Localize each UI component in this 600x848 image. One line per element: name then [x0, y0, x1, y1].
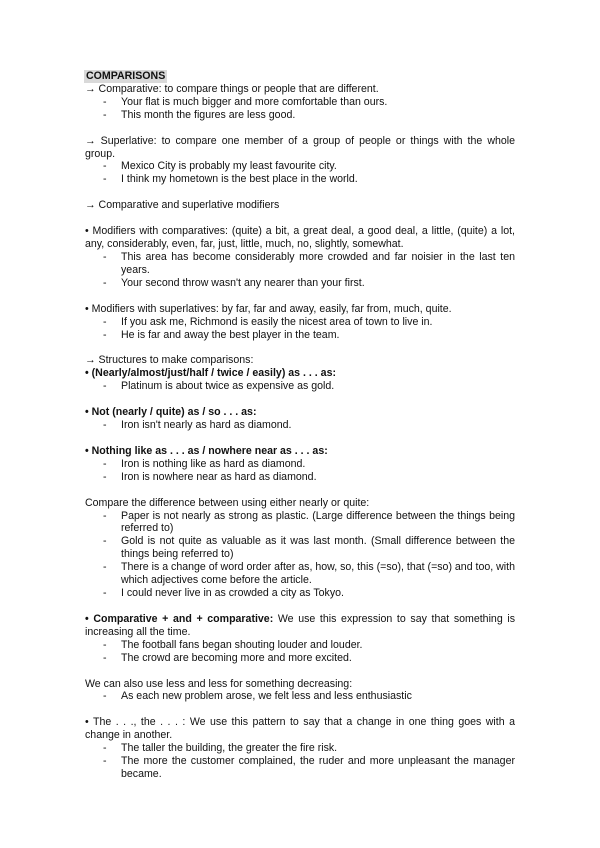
- comparative-and-comparative-text: We use this expression to say that something is increasing all the time.: [85, 612, 515, 638]
- the-the-heading: • The . . ., the . . . : We use this pattern to say that a change in one thing goes with a change in another.: [85, 716, 515, 742]
- structure-as-as-examples: [85, 380, 515, 393]
- list-item: - As each new problem arose, we felt less and less enthusiastic: [85, 690, 515, 703]
- list-item: - Mexico City is probably my least favourite city.: [85, 160, 515, 173]
- comparative-heading: → Comparative: to compare things or people that are different.: [85, 82, 379, 95]
- comparative-modifiers-heading: • Modifiers with comparatives: (quite) a bit, a great deal, a good deal, a little, (quite) a lot, any, considerably, even, far, just, little, much, no, slightly, somewhat.: [85, 225, 515, 251]
- comparative-and-comparative-paragraph: [85, 613, 515, 639]
- nearly-quite-examples: [85, 510, 515, 600]
- list-item: - Your second throw wasn't any nearer than your first.: [85, 277, 515, 290]
- structure-not-as-examples: [85, 419, 515, 432]
- nearly-quite-heading: Compare the difference between using either nearly or quite:: [85, 496, 370, 509]
- document-page: [85, 70, 515, 781]
- list-item: - There is a change of word order after as, how, so, this (=so), that (=so) and too, with which adjectives come before the article.: [85, 561, 515, 587]
- list-item: - I could never live in as crowded a city as Tokyo.: [85, 587, 515, 600]
- list-item: - Paper is not nearly as strong as plastic. (Large difference between the things being referred to): [85, 510, 515, 536]
- superlative-heading: → Superlative: to compare one member of a group of people or things with the whole group.: [85, 134, 515, 160]
- list-item: - The football fans began shouting louder and louder.: [85, 639, 515, 652]
- list-item: - Your flat is much bigger and more comfortable than ours.: [85, 96, 515, 109]
- list-item: - Iron isn't nearly as hard as diamond.: [85, 419, 515, 432]
- the-the-examples: [85, 742, 515, 781]
- less-and-less-examples: [85, 690, 515, 703]
- comparative-and-comparative-heading: • Comparative + and + comparative:: [85, 612, 274, 625]
- structure-as-as-heading: • (Nearly/almost/just/half / twice / easily) as . . . as:: [85, 367, 336, 380]
- list-item: - The more the customer complained, the ruder and more unpleasant the manager became.: [85, 755, 515, 781]
- list-item: - He is far and away the best player in the team.: [85, 329, 515, 342]
- comparative-modifiers-examples: [85, 251, 515, 290]
- list-item: - I think my hometown is the best place in the world.: [85, 173, 515, 186]
- document-title: COMPARISONS: [86, 70, 166, 82]
- superlative-examples: [85, 160, 515, 186]
- list-item: - This area has become considerably more crowded and far noisier in the last ten years.: [85, 251, 515, 277]
- less-and-less-heading: We can also use less and less for something decreasing:: [85, 677, 353, 690]
- comparative-and-comparative-examples: [85, 639, 515, 665]
- modifiers-heading: → Comparative and superlative modifiers: [85, 199, 280, 212]
- comparative-examples: [85, 96, 515, 122]
- list-item: - Iron is nowhere near as hard as diamond.: [85, 471, 515, 484]
- list-item: - Gold is not quite as valuable as it was last month. (Small difference between the things being referred to): [85, 535, 515, 561]
- structure-nothing-like-examples: [85, 458, 515, 484]
- list-item: - If you ask me, Richmond is easily the nicest area of town to live in.: [85, 316, 515, 329]
- list-item: - Iron is nothing like as hard as diamond.: [85, 458, 515, 471]
- structure-not-as-heading: • Not (nearly / quite) as / so . . . as:: [85, 406, 257, 419]
- list-item: - The crowd are becoming more and more excited.: [85, 652, 515, 665]
- list-item: - Platinum is about twice as expensive as gold.: [85, 380, 515, 393]
- list-item: - The taller the building, the greater the fire risk.: [85, 742, 515, 755]
- superlative-modifiers-heading: • Modifiers with superlatives: by far, far and away, easily, far from, much, quite.: [85, 302, 452, 315]
- list-item: - This month the figures are less good.: [85, 109, 515, 122]
- structures-heading: → Structures to make comparisons:: [85, 354, 254, 367]
- structure-nothing-like-heading: • Nothing like as . . . as / nowhere near as . . . as:: [85, 444, 328, 457]
- superlative-modifiers-examples: [85, 316, 515, 342]
